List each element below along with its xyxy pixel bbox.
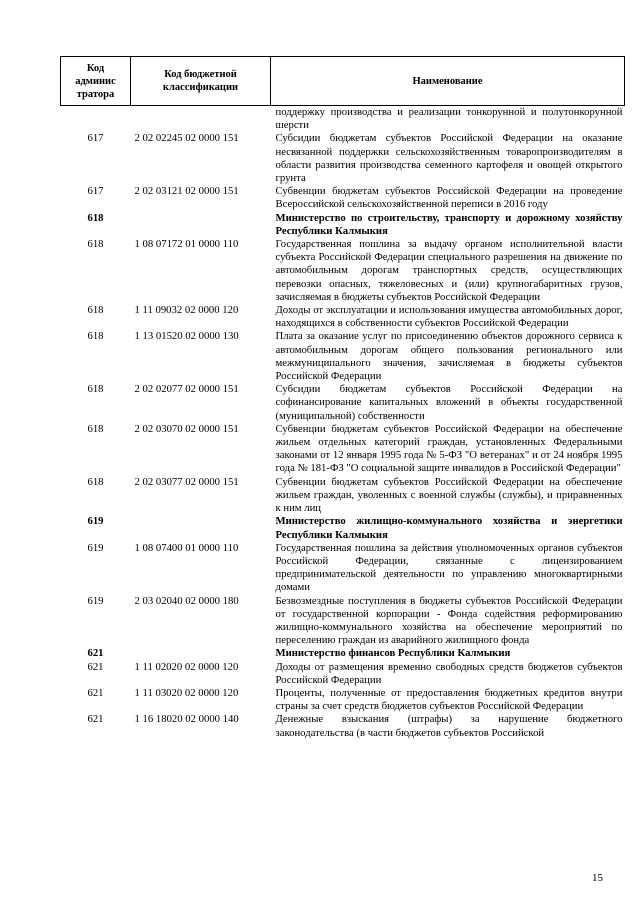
- page-number: 15: [592, 872, 603, 884]
- cell-admin-code: 618: [87, 238, 104, 251]
- cell-admin-code: 621: [87, 713, 104, 726]
- cell-admin-code: 618: [87, 422, 104, 435]
- cell-name: поддержку производства и реализации тонкорунной и полутонкорунной шерсти: [275, 106, 623, 132]
- cell-name: Министерство по строительству, транспорту и дорожному хозяйству Республики Калмыкия: [275, 211, 623, 237]
- header-name: Наименование: [271, 57, 625, 106]
- table-row: [61, 713, 625, 739]
- table-header-row: [61, 57, 625, 106]
- cell-budget-code: 1 11 02020 02 0000 120: [134, 660, 239, 673]
- table-row: [61, 687, 625, 713]
- table-row: [61, 661, 625, 687]
- header-admin-line: Код: [86, 62, 105, 74]
- table-row: [61, 595, 625, 648]
- table-row: [61, 132, 625, 185]
- cell-budget-code: 2 02 03070 02 0000 151: [134, 422, 239, 435]
- cell-admin-code: 619: [87, 515, 104, 528]
- cell-budget-code: 1 08 07172 01 0000 110: [134, 238, 239, 251]
- cell-budget-code: 2 02 02245 02 0000 151: [134, 132, 239, 145]
- cell-name: Денежные взыскания (штрафы) за нарушение бюджетного законодательства (в части бюджетов субъектов Российской: [275, 713, 623, 739]
- cell-admin-code: 621: [87, 660, 104, 673]
- cell-admin-code: 619: [87, 541, 104, 554]
- cell-budget-code: 1 13 01520 02 0000 130: [134, 330, 239, 343]
- cell-admin-code: 617: [87, 132, 104, 145]
- cell-admin-code: 621: [87, 647, 104, 660]
- cell-admin-code: 619: [87, 594, 104, 607]
- cell-budget-code: [131, 647, 271, 660]
- cell-name: Министерство финансов Республики Калмыкия: [275, 647, 511, 660]
- header-admin-code: [61, 57, 131, 106]
- cell-budget-code: 2 02 03077 02 0000 151: [134, 475, 239, 488]
- cell-admin-code: 618: [87, 383, 104, 396]
- cell-name: Государственная пошлина за действия уполномоченных органов субъектов Российской Федерации, связанные с лицензированием предпринимательской деятельности по управлению многоквартирными домами: [275, 541, 623, 594]
- cell-name: Субвенции бюджетам субъектов Российской Федерации на обеспечение жильем граждан, уволенных с военной службы (службы), и приравненных к ним лиц: [275, 475, 623, 515]
- header-admin-line: админис: [75, 75, 116, 87]
- table-row: [61, 238, 625, 304]
- header-budget-line: классификации: [162, 82, 239, 93]
- cell-budget-code: [131, 106, 271, 133]
- cell-name: Государственная пошлина за выдачу органом исполнительной власти субъекта Российской Федерации специального разрешения на движение по автомобильным дорогам транспортных средств, осуществляющих перевозки опасных, тяжеловесных и (или) крупногабаритных грузов, зачисляемая в бюджеты субъектов Российской Федерации: [275, 238, 623, 303]
- cell-admin-code: 621: [87, 686, 104, 699]
- header-budget-code: [131, 57, 271, 106]
- cell-name: Субсидии бюджетам субъектов Российской Федерации на софинансирование капитальных вложений в объекты государственной (муниципальной) собственности: [275, 383, 623, 422]
- header-budget-line: Код бюджетной: [164, 69, 237, 80]
- table-row: [61, 106, 625, 133]
- cell-admin-code: 618: [87, 330, 104, 343]
- cell-name: Проценты, полученные от предоставления бюджетных кредитов внутри страны за счет средств бюджетов субъектов Российской Федерации: [275, 686, 623, 713]
- budget-codes-table: [60, 56, 625, 740]
- cell-name: Министерство жилищно-коммунального хозяйства и энергетики Республики Калмыкия: [275, 515, 623, 541]
- cell-name: Субвенции бюджетам субъектов Российской Федерации на проведение Всероссийской сельскохозяйственной переписи в 2016 году: [275, 185, 623, 211]
- cell-budget-code: 1 08 07400 01 0000 110: [134, 541, 239, 554]
- table-row: [61, 185, 625, 211]
- table-row: [61, 542, 625, 595]
- table-row-section: [61, 647, 625, 660]
- document-page: [60, 56, 624, 740]
- table-row: [61, 330, 625, 383]
- cell-budget-code: 2 03 02040 02 0000 180: [134, 594, 239, 607]
- table-row: [61, 383, 625, 423]
- cell-name: Субсидии бюджетам субъектов Российской Федерации на оказание несвязанной поддержки сельскохозяйственным товаропроизводителям в области развития производства семенного картофеля и овощей открытого грунта: [275, 132, 623, 185]
- header-admin-line: тратора: [76, 88, 115, 100]
- table-row-section: [61, 515, 625, 541]
- cell-admin-code: 618: [87, 304, 104, 317]
- cell-budget-code: 2 02 03121 02 0000 151: [134, 185, 239, 198]
- cell-budget-code: [131, 515, 271, 541]
- cell-name: Доходы от размещения временно свободных средств бюджетов субъектов Российской Федерации: [275, 660, 623, 686]
- cell-admin-code: 618: [87, 475, 104, 488]
- cell-budget-code: 1 16 18020 02 0000 140: [134, 713, 239, 726]
- cell-name: Субвенции бюджетам субъектов Российской Федерации на обеспечение жильем отдельных категорий граждан, установленных Федеральными законами от 12 января 1995 года № 5-ФЗ "О ветеранах" и от 24 ноября 1995 года № 181-ФЗ "О социальной защите инвалидов в Российской Федерации": [275, 422, 623, 475]
- cell-admin-code: 617: [87, 185, 104, 198]
- cell-budget-code: 2 02 02077 02 0000 151: [134, 383, 239, 396]
- cell-budget-code: 1 11 03020 02 0000 120: [134, 686, 239, 699]
- cell-name: Плата за оказание услуг по присоединению объектов дорожного сервиса к автомобильным дорогам общего пользования регионального или межмуниципального значения, зачисляемая в бюджеты субъектов Российской Федерации: [275, 330, 623, 383]
- cell-budget-code: [131, 212, 271, 238]
- table-row: [61, 423, 625, 476]
- cell-admin-code: 618: [87, 211, 104, 224]
- cell-admin-code: [61, 106, 131, 133]
- table-row: [61, 476, 625, 516]
- cell-budget-code: 1 11 09032 02 0000 120: [134, 304, 239, 317]
- cell-name: Доходы от эксплуатации и использования имущества автомобильных дорог, находящихся в собственности субъектов Российской Федерации: [275, 304, 623, 330]
- table-row-section: [61, 212, 625, 238]
- cell-name: Безвозмездные поступления в бюджеты субъектов Российской Федерации от государственной корпорации - Фонда содействия реформированию жилищно-коммунального хозяйства на обеспечение мероприятий по переселению граждан из аварийного жилищного фонда: [275, 594, 623, 647]
- table-body: [61, 106, 625, 740]
- table-row: [61, 304, 625, 330]
